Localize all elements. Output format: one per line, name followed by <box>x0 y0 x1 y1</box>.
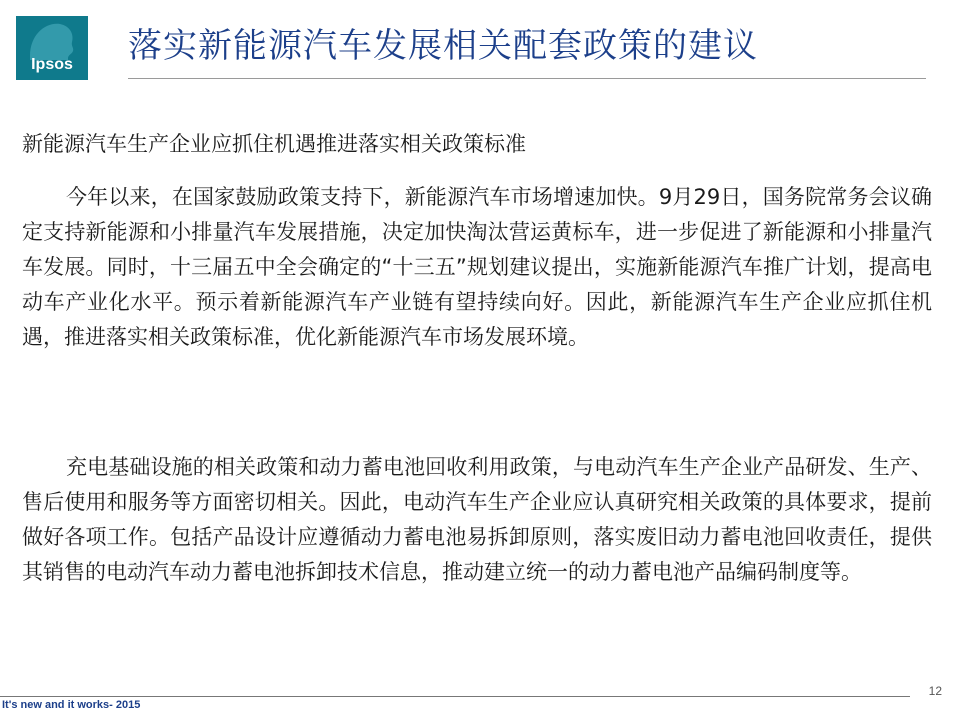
logo-text: Ipsos <box>31 56 73 73</box>
title-divider <box>128 78 926 79</box>
footer-divider <box>0 696 910 697</box>
body-paragraph-1: 今年以来，在国家鼓励政策支持下，新能源汽车市场增速加快。9月29日，国务院常务会议确定支持新能源和小排量汽车发展措施，决定加快淘汰营运黄标车，进一步促进了新能源和小排量汽车发展。同时，十三届五中全会确定的“十三五”规划建议提出，实施新能源汽车推广计划，提高电动车产业化水平。预示着新能源汽车产业链有望持续向好。因此，新能源汽车生产企业应抓住机遇，推进落实相关政策标准，优化新能源汽车市场发展环境。 <box>22 185 932 349</box>
footer-text: It's new and it works- 2015 <box>2 699 141 711</box>
page-title: 落实新能源汽车发展相关配套政策的建议 <box>128 26 758 66</box>
section-subheading: 新能源汽车生产企业应抓住机遇推进落实相关政策标准 <box>22 132 526 156</box>
ipsos-logo <box>16 16 88 80</box>
page-number: 12 <box>928 684 942 698</box>
body-paragraph-2: 充电基础设施的相关政策和动力蓄电池回收利用政策，与电动汽车生产企业产品研发、生产、售后使用和服务等方面密切相关。因此，电动汽车生产企业应认真研究相关政策的具体要求，提前做好各项工作。包括产品设计应遵循动力蓄电池易拆卸原则，落实废旧动力蓄电池回收责任，提供其销售的电动汽车动力蓄电池拆卸技术信息，推动建立统一的动力蓄电池产品编码制度等。 <box>22 455 932 584</box>
